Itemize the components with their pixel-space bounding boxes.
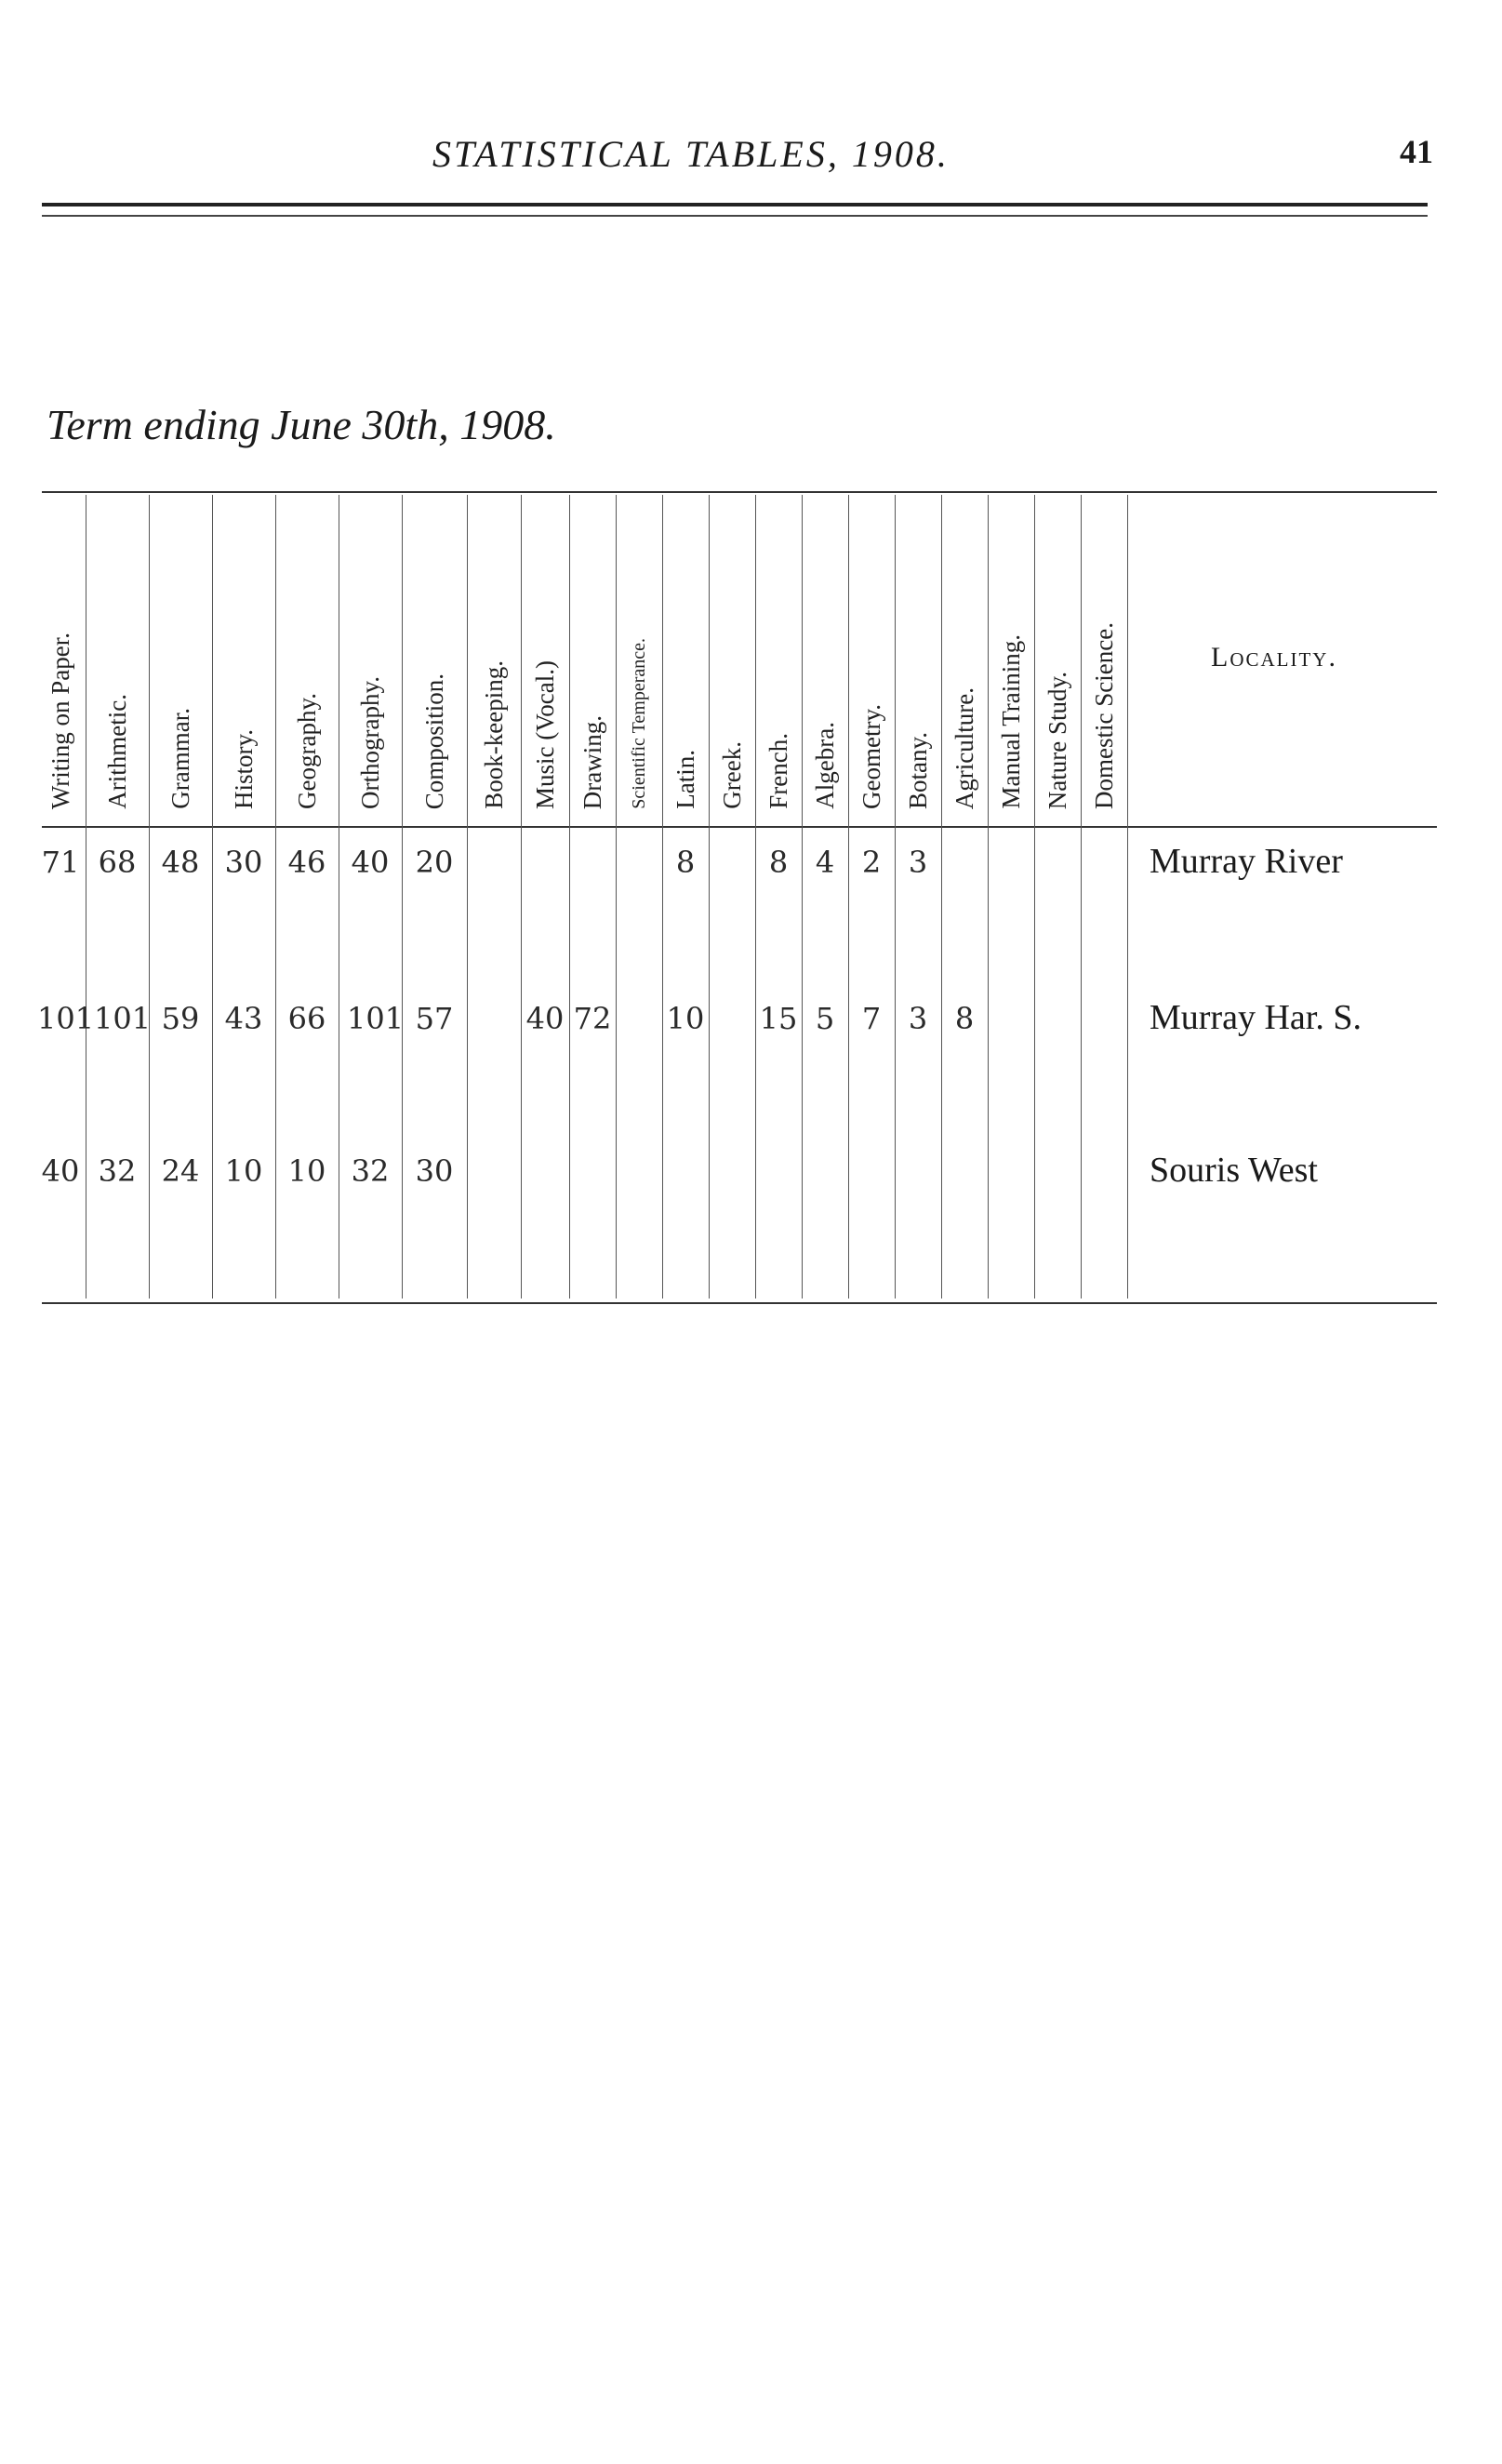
table-cell: 4	[815, 845, 835, 880]
table-cell: 43	[224, 1001, 263, 1036]
table-title: Term ending June 30th, 1908.	[47, 401, 556, 448]
column-header	[988, 502, 1034, 809]
table-cell: 101	[37, 1001, 95, 1036]
column-header-label: Music (Vocal.)	[530, 660, 559, 809]
column-header-label: Algebra.	[810, 722, 839, 809]
column-header	[275, 502, 339, 809]
running-head	[0, 132, 1502, 179]
locality-name: Murray Har. S.	[1150, 998, 1362, 1037]
column-header-label: Grammar.	[166, 708, 194, 809]
column-header	[1081, 502, 1127, 809]
column-header	[755, 502, 802, 809]
table-cell: 68	[98, 845, 137, 880]
column-header-label: Greek.	[717, 741, 746, 809]
table-cell: 7	[861, 1001, 882, 1036]
column-header	[662, 502, 709, 809]
column-header	[212, 502, 275, 809]
column-header	[802, 502, 848, 809]
column-header-label: Manual Training.	[996, 634, 1025, 809]
table-cell: 2	[861, 845, 882, 880]
column-header	[1034, 502, 1081, 809]
column-header-label: Composition.	[419, 673, 448, 809]
table-cell: 40	[525, 1001, 565, 1036]
table-cell: 101	[94, 1001, 152, 1036]
table-cell: 46	[287, 845, 326, 880]
table-cell: 40	[351, 845, 390, 880]
column-header	[149, 502, 212, 809]
table-cell: 66	[287, 1001, 326, 1036]
column-header	[339, 502, 402, 809]
table-cell: 10	[287, 1153, 326, 1189]
column-header-label: Geography.	[292, 693, 321, 809]
column-header-label: Nature Study.	[1043, 671, 1071, 809]
column-header	[35, 502, 86, 809]
column-header-label: Latin.	[671, 750, 699, 809]
column-header-label: Orthography.	[355, 676, 384, 809]
locality-name: Souris West	[1150, 1151, 1318, 1190]
locality-name: Murray River	[1150, 842, 1343, 881]
column-header-label: Botany.	[903, 732, 932, 809]
column-header-label: French.	[764, 733, 792, 809]
table-cell: 5	[815, 1001, 835, 1036]
column-header	[402, 502, 467, 809]
table-cell: 30	[224, 845, 263, 880]
column-header-label: Geometry.	[857, 704, 885, 809]
column-header-label: Drawing.	[578, 714, 606, 809]
table-cell: 57	[415, 1001, 454, 1036]
table-cell: 30	[415, 1153, 454, 1189]
table-cell: 10	[666, 1001, 705, 1036]
column-header-label: Agriculture.	[950, 686, 978, 809]
column-header-label: Arithmetic.	[102, 694, 131, 809]
column-header	[521, 502, 569, 809]
locality-header: Locality.	[1211, 642, 1337, 673]
table-cell: 8	[954, 1001, 975, 1036]
table-cell: 101	[347, 1001, 405, 1036]
table-cell: 8	[675, 845, 696, 880]
column-header-label: Writing on Paper.	[46, 632, 74, 809]
column-header	[569, 502, 616, 809]
table-rule-head	[42, 826, 1437, 828]
column-header	[941, 502, 988, 809]
table-cell: 71	[41, 845, 80, 880]
column-header-label: History.	[229, 729, 258, 809]
column-header	[467, 502, 521, 809]
column-header	[616, 502, 662, 809]
column-header	[709, 502, 755, 809]
table-cell: 3	[908, 845, 928, 880]
page-number: 41	[1400, 133, 1433, 170]
table-cell: 8	[768, 845, 789, 880]
table-cell: 20	[415, 845, 454, 880]
table-cell: 48	[161, 845, 200, 880]
column-header	[848, 502, 895, 809]
table-cell: 3	[908, 1001, 928, 1036]
running-title: STATISTICAL TABLES, 1908.	[432, 133, 950, 175]
column-header	[86, 502, 149, 809]
table-rule-top	[42, 491, 1437, 493]
header-rule	[42, 203, 1428, 217]
column-header	[895, 502, 941, 809]
table-cell: 32	[351, 1153, 390, 1189]
table-rule-bottom	[42, 1302, 1437, 1304]
table-cell: 15	[759, 1001, 798, 1036]
table-cell: 32	[98, 1153, 137, 1189]
table-cell: 10	[224, 1153, 263, 1189]
column-divider	[1127, 495, 1128, 1299]
table-cell: 59	[161, 1001, 200, 1036]
column-header-label: Book-keeping.	[479, 660, 508, 809]
table-cell: 24	[161, 1153, 200, 1189]
table-cell: 72	[573, 1001, 612, 1036]
table-cell: 40	[41, 1153, 80, 1189]
column-header-label: Domestic Science.	[1089, 622, 1118, 809]
column-header-label: Scientific Temperance.	[628, 638, 649, 809]
